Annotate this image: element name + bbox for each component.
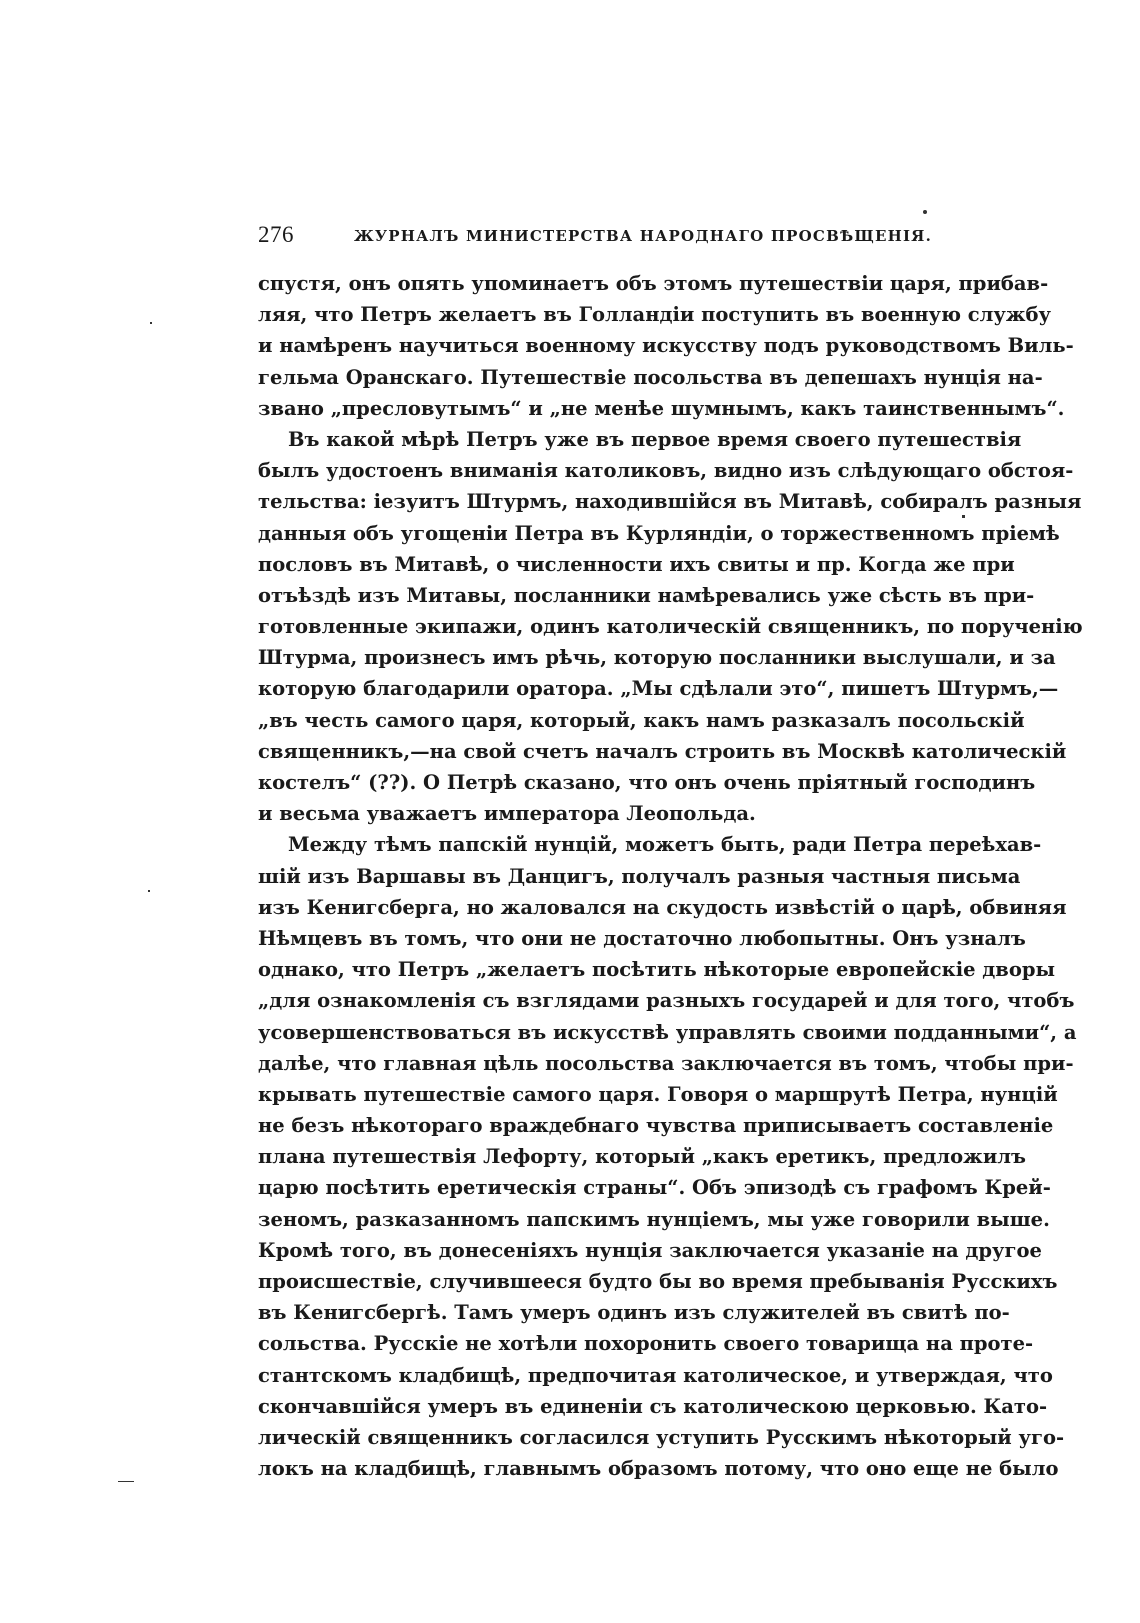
text-line: и намѣренъ научиться военному искусству подъ руководствомъ Виль- xyxy=(258,334,1074,358)
text-line: „въ честь самого царя, который, какъ намъ разказалъ посольскій xyxy=(258,708,1025,732)
text-line: скончавшійся умеръ въ единеніи съ католическою церковью. Като- xyxy=(258,1394,1048,1418)
paragraph-start-line: Между тѣмъ папскій нунцій, можетъ быть, ради Петра переѣхав- xyxy=(288,833,1042,857)
text-line: шій изъ Варшавы въ Данцигъ, получалъ разныя частныя письма xyxy=(258,864,1021,888)
text-line: усовершенствоваться въ искусствѣ управлять своими подданными“, а xyxy=(258,1020,1077,1044)
text-line: „для ознакомленія съ взглядами разныхъ государей и для того, чтобъ xyxy=(258,989,1075,1013)
text-line: сольства. Русскіе не хотѣли похоронить своего товарища на проте- xyxy=(258,1332,1034,1356)
text-line: готовленные экипажи, одинъ католическій священникъ, по порученію xyxy=(258,615,1083,639)
text-line: крывать путешествіе самого царя. Говоря о маршрутѣ Петра, нунцій xyxy=(258,1082,1058,1106)
text-line: локъ на кладбищѣ, главнымъ образомъ потому, что оно еще не было xyxy=(258,1457,1059,1481)
body-text xyxy=(258,268,1083,1484)
text-line: Нѣмцевъ въ томъ, что они не достаточно любопытны. Онъ узналъ xyxy=(258,926,1026,950)
text-line: костелъ“ (??). О Петрѣ сказано, что онъ очень пріятный господинъ xyxy=(258,771,1036,794)
text-line: отъѣздѣ изъ Митавы, посланники намѣревались уже сѣсть въ при- xyxy=(258,583,1035,607)
text-line: пословъ въ Митавѣ, о численности ихъ свиты и пр. Когда же при xyxy=(258,552,1015,576)
paragraph-start-line: Въ какой мѣрѣ Петръ уже въ первое время своего путешествія xyxy=(288,427,1022,451)
text-line: изъ Кенигсберга, но жаловался на скудость извѣстій о царѣ, обвиняя xyxy=(258,895,1067,919)
text-line: стантскомъ кладбищѣ, предпочитая католическое, и утверждая, что xyxy=(258,1363,1053,1387)
text-line: не безъ нѣкотораго враждебнаго чувства приписываетъ составленіе xyxy=(258,1114,1054,1138)
text-line: которую благодарили оратора. „Мы сдѣлали это“, пишетъ Штурмъ,— xyxy=(258,677,1059,701)
text-line: Кромѣ того, въ донесеніяхъ нунція заключается указаніе на другое xyxy=(258,1238,1042,1262)
running-title: ЖУРНАЛЪ МИНИСТЕРСТВА НАРОДНАГО ПРОСВѢЩЕНІЯ. xyxy=(354,227,933,245)
text-line: далѣе, что главная цѣль посольства заключается въ томъ, чтобы при- xyxy=(258,1051,1074,1075)
text-line: и весьма уважаетъ императора Леопольда. xyxy=(258,802,756,826)
scan-mark xyxy=(118,1481,134,1482)
text-line: былъ удостоенъ вниманія католиковъ, видно изъ слѣдующаго обстоя- xyxy=(258,459,1074,483)
text-line: гельма Оранскаго. Путешествіе посольства въ депешахъ нунція на- xyxy=(258,365,1043,389)
page-header xyxy=(258,222,958,252)
text-line: въ Кенигсбергѣ. Тамъ умеръ одинъ изъ служителей въ свитѣ по- xyxy=(258,1301,1010,1325)
text-line: царю посѣтить еретическія страны“. Объ эпизодѣ съ графомъ Крей- xyxy=(258,1176,1051,1200)
text-line: тельства: іезуитъ Штурмъ, находившійся въ Митавѣ, собиралъ разныя xyxy=(258,490,1082,514)
scan-speck xyxy=(923,210,927,214)
text-line: звано „пресловутымъ“ и „не менѣе шумнымъ, какъ таинственнымъ“. xyxy=(258,396,1065,420)
text-line: однако, что Петръ „желаетъ посѣтить нѣкоторые европейскіе дворы xyxy=(258,958,1056,982)
text-line: Штурма, произнесъ имъ рѣчь, которую посланники выслушали, и за xyxy=(258,646,1056,670)
scan-speck xyxy=(148,890,150,892)
text-line: плана путешествія Лефорту, который „какъ еретикъ, предложилъ xyxy=(258,1145,1027,1169)
text-line: происшествіе, случившееся будто бы во время пребыванія Русскихъ xyxy=(258,1270,1058,1293)
text-line: спустя, онъ опять упоминаетъ объ этомъ путешествіи царя, прибав- xyxy=(258,272,1049,295)
text-line: данныя объ угощеніи Петра въ Курляндіи, о торжественномъ пріемѣ xyxy=(258,521,1060,545)
text-line: лическій священникъ согласился уступить Русскимъ нѣкоторый уго- xyxy=(258,1425,1065,1449)
scan-speck xyxy=(150,322,152,324)
text-line: зеномъ, разказанномъ папскимъ нунціемъ, мы уже говорили выше. xyxy=(258,1207,1050,1231)
page-number: 276 xyxy=(258,222,294,247)
scan-speck xyxy=(962,515,965,518)
text-line: священникъ,—на свой счетъ началъ строить въ Москвѣ католическій xyxy=(258,739,1067,763)
text-line: ляя, что Петръ желаетъ въ Голландіи поступить въ военную службу xyxy=(258,303,1052,327)
